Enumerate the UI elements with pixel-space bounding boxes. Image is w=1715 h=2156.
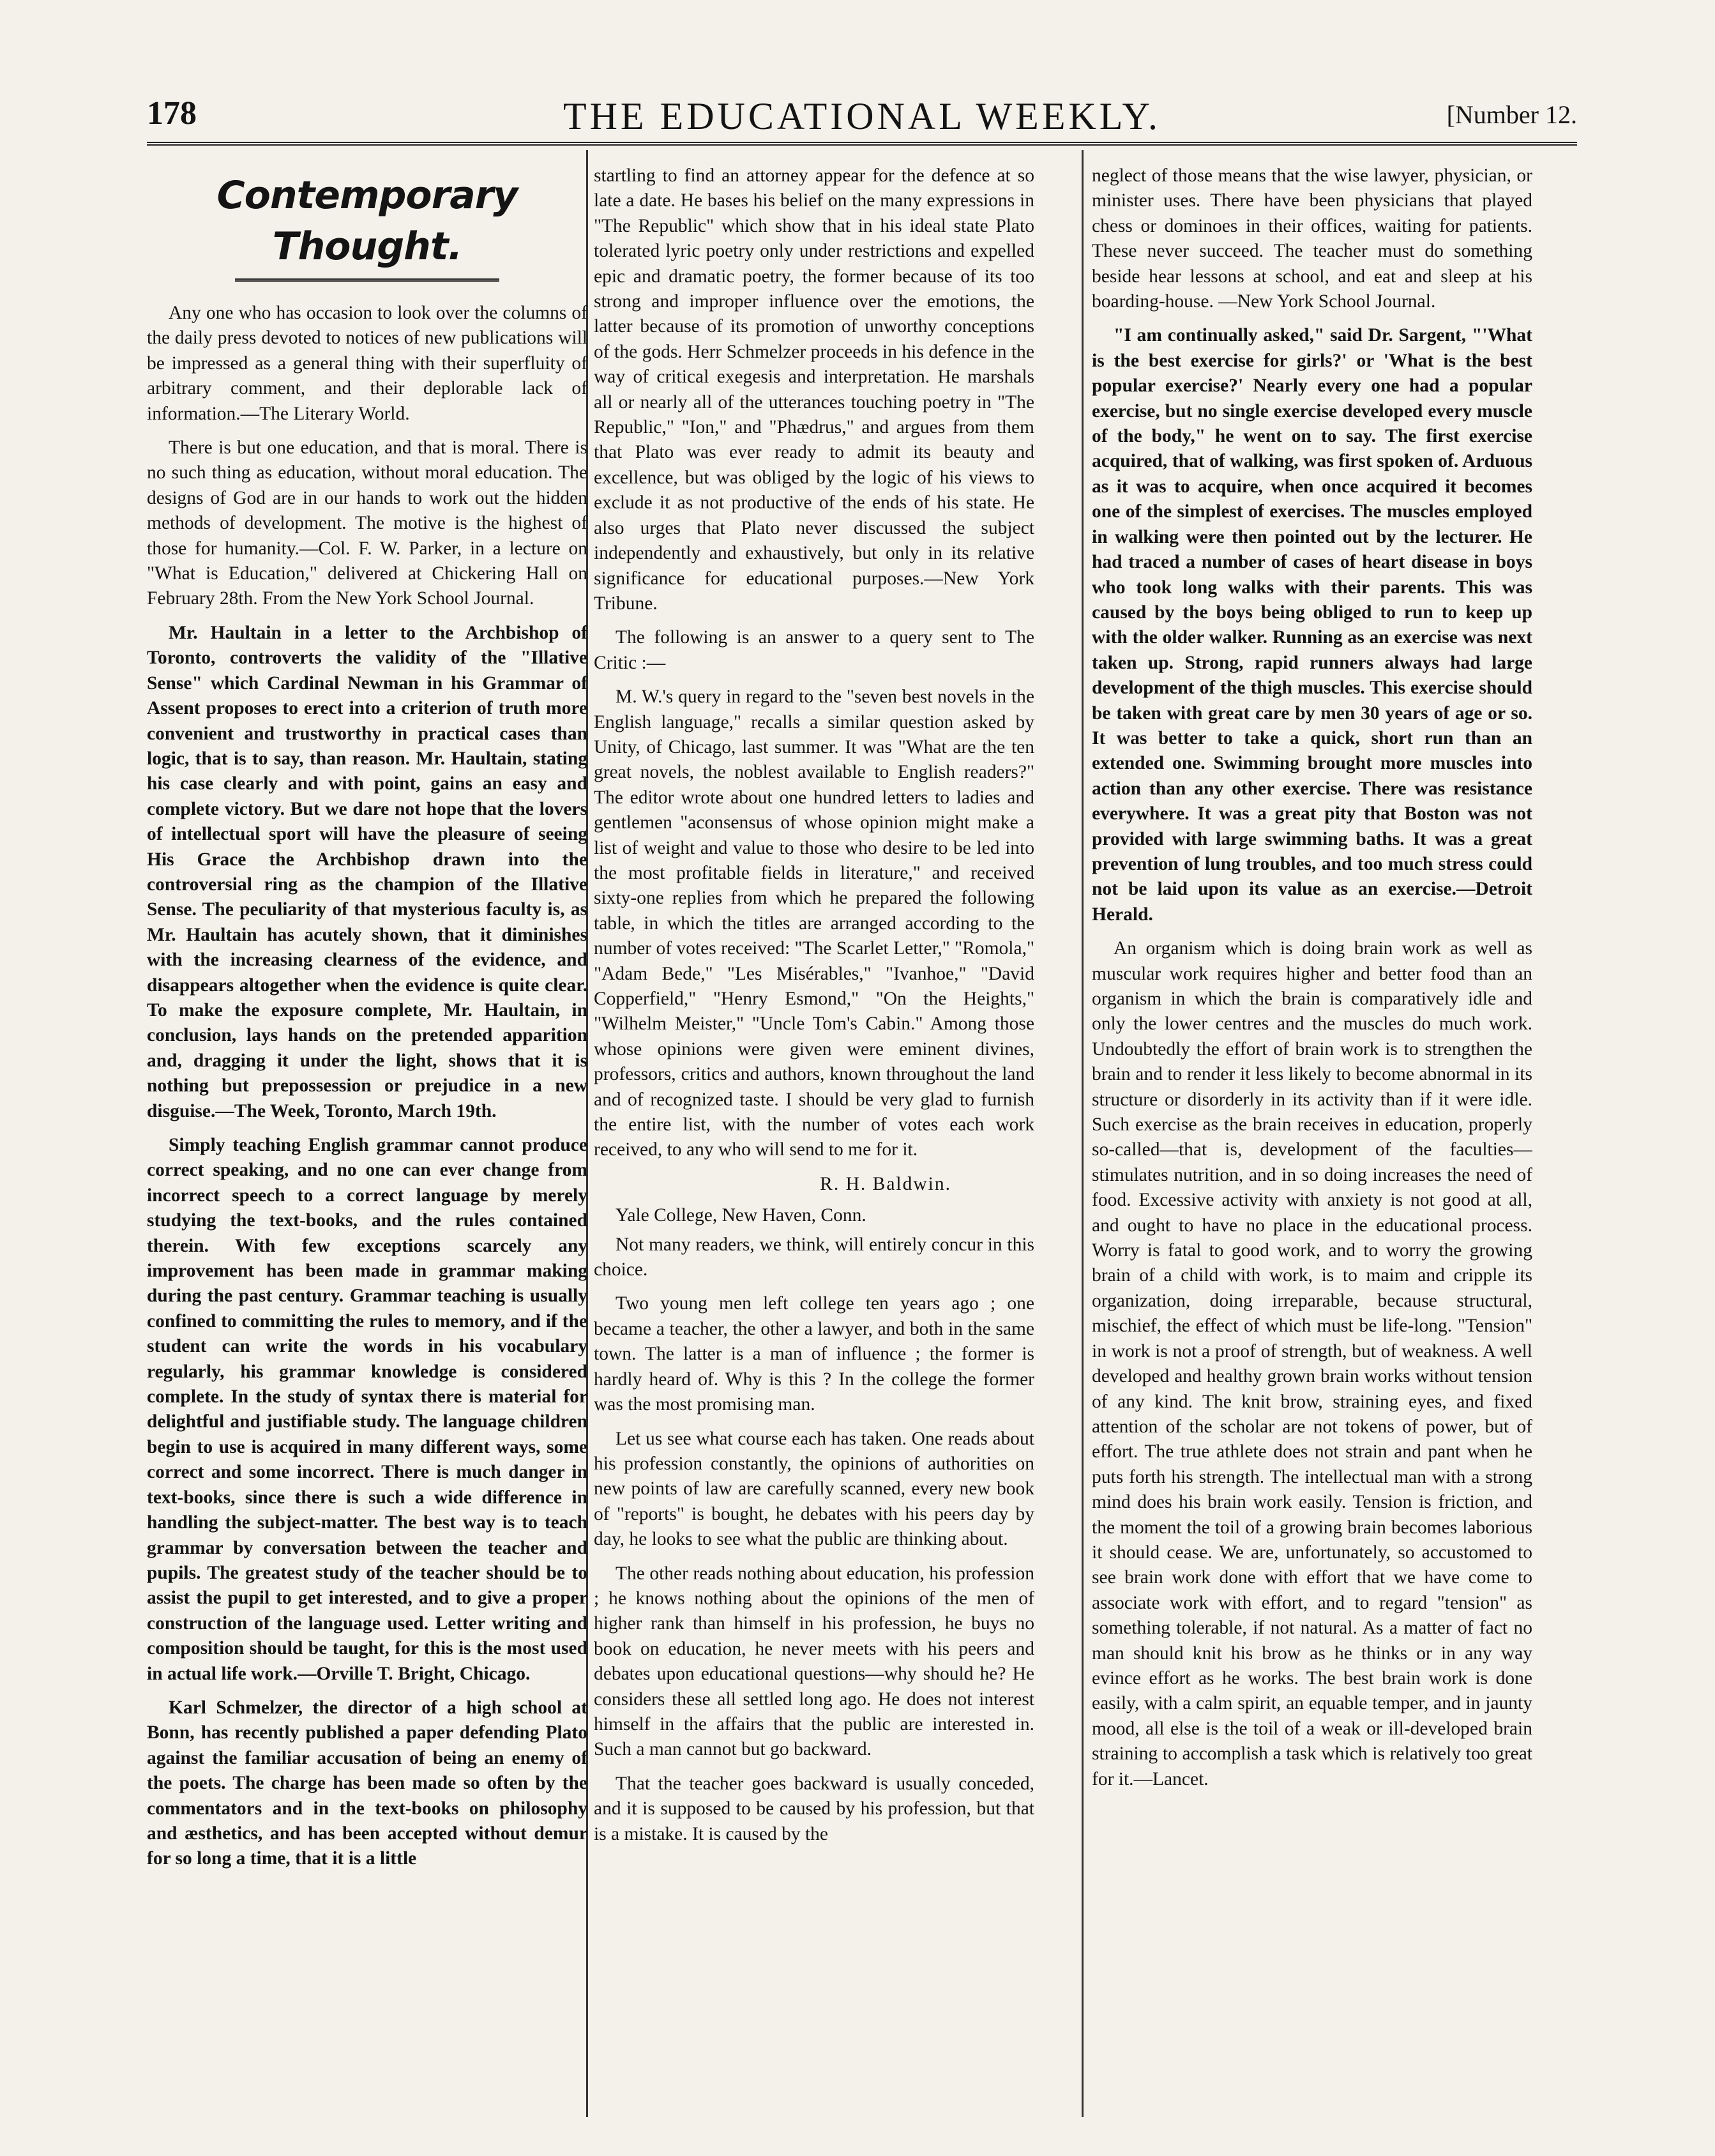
article-backward: That the teacher goes backward is usually conceded, and it is supposed to be caused by his profession, but that is a mistake. It is caused by the [594, 1773, 1034, 1844]
editor-comment: Not many readers, we think, will entirely concur in this choice. [594, 1234, 1034, 1280]
column-divider [1082, 150, 1084, 2117]
page-number: 178 [147, 95, 197, 132]
article-parker: There is but one education, and that is moral. There is no such thing as education, without moral education. The designs of God are in our hands to work out the hidden methods of development. The motive is the highest of those for humanity.—Col. F. W. Parker, in a lecture on "What is Education," delivered at Chickering Hall on February 28th. From the New York School Journal. [147, 437, 587, 609]
article-haultain: Mr. Haultain in a letter to the Archbishop of Toronto, controverts the validity of the "Illative Sense" which Cardinal Newman in his Grammar of Assent proposes to erect into a criterion of truth more convenient and trustworthy in practical cases than logic, that is to say, than reason. Mr. Haultain, stating his case clearly and with point, gains an easy and complete victory. But we dare not hope that the lovers of intellectual sport will have the pleasure of seeing His Grace the Archbishop drawn into the controversial ring as the champion of the Illative Sense. The peculiarity of that mysterious faculty is, as Mr. Haultain has acutely shown, that it diminishes with the increasing clearness of the evidence, and disappears altogether when the evidence is quite clear. To make the exposure complete, Mr. Haultain, in conclusion, lays hands on the pretended apparition and, dragging it under the light, shows that it is nothing but prepossession or prejudice in a new disguise.—The Week, Toronto, March 19th. [147, 622, 587, 1121]
article-grammar: Simply teaching English grammar cannot produce correct speaking, and no one can ever change from incorrect speech to a correct language by merely studying the text-books, and the rules contained therein. With few exceptions scarcely any improvement has been made in grammar making during the past century. Grammar teaching is usually confined to committing the rules to memory, and if the student can write the words in his vocabulary regularly, his grammar knowledge is considered complete. In the study of syntax there is material for delightful and justifiable study. The language children begin to use is acquired in many different ways, some correct and some incorrect. There is much danger in text-books, since there is such a wide difference in handling the subject-matter. The best way is to teach grammar by conversation between the teacher and pupils. The greatest study of the teacher should be to assist the pupil to get interested, and to give a proper construction of the language used. Letter writing and composition should be taught, for this is the most used in actual life work.—Orville T. Bright, Chicago. [147, 1135, 587, 1684]
article-literary-world: Any one who has occasion to look over the columns of the daily press devoted to notices of new publications will be impressed as a general thing with their superfluity of arbitrary comment, and their deplorable lack of information.—The Literary World. [147, 303, 587, 424]
critic-intro: The following is an answer to a query sent to The Critic :— [594, 627, 1034, 673]
article-novels: M. W.'s query in regard to the "seven best novels in the English language," recalls a similar question asked by Unity, of Chicago, last summer. It was "What are the ten great novels, the noblest available to English readers?" The editor wrote about one hundred letters to ladies and gentlemen "aconsensus of whose opinion might make a list of weight and value to those who desire to be led into the most profitable fields in literature," and received sixty-one replies from which he prepared the following table, in which the titles are arranged according to the number of votes received: "The Scarlet Letter," "Romola," "Adam Bede," "Les Misérables," "Ivanhoe," "David Copperfield," "Henry Esmond," "On the Heights," "Wilhelm Meister," "Uncle Tom's Cabin." Among those whose opinions were given were eminent divines, professors, critics and authors, known throughout the land and of recognized taste. I should be very glad to furnish the entire list, with the number of votes each work received, to any who will send to me for it. [594, 687, 1034, 1160]
article-sargent: "I am continually asked," said Dr. Sargent, "'What is the best exercise for girls?' or 'What is the best popular exercise?' Nearly every one had a popular exercise, but no single exercise developed every muscle of the body," he went on to say. The first exercise acquired, that of walking, was first spoken of. Arduous as it was to acquire, when once acquired it becomes one of the simplest of exercises. The muscles employed in walking were then pointed out by the lecturer. He had traced a number of cases of heart disease in boys who took long walks with their parents. This was caused by the boys being obliged to run to keep up with the older walker. Running as an exercise was next taken up. Strong, rapid runners always had large development of the thigh muscles. This exercise should be taken with great care by men 30 years of age or so. It was better to take a quick, short run than an extended one. Swimming brought more muscles into action than any other exercise. There was resistance everywhere. It was a great pity that Boston was not provided with large swimming baths. It was a great prevention of lung troubles, and too much stress could not be laid upon its value as an exercise.—Detroit Herald. [1092, 325, 1532, 925]
signature: R. H. Baldwin. [820, 1173, 951, 1194]
header-rule [147, 142, 1577, 146]
issue-number: [Number 12. [1446, 100, 1577, 129]
article-course: Let us see what course each has taken. One reads about his profession constantly, the opinions of authorities on new points of law are carefully scanned, every new book of "reports" is bought, he debates with his peers day by day, he looks to see what the public are thinking about. [594, 1428, 1034, 1550]
address: Yale College, New Haven, Conn. [616, 1205, 866, 1226]
article-backward-cont: neglect of those means that the wise lawyer, physician, or minister uses. There have been physicians that played chess or dominoes in their offices, waiting for patients. These never succeed. The teacher must do something beside hear lessons at school, and eat and sleep at his boarding-house. —New York School Journal. [1092, 165, 1532, 312]
column-3 [1092, 163, 1532, 2105]
title-rule [235, 278, 499, 282]
section-title: Contemporary Thought. [216, 173, 518, 269]
article-brain-work: An organism which is doing brain work as well as muscular work requires higher and better food than an organism in which the brain is comparatively idle and only the lower centres and the muscles do much work. Undoubtedly the effort of brain work is to strengthen the brain and to render it less likely to become abnormal in its structure or disorderly in its activity than if it were idle. Such exercise as the brain receives in education, properly so-called—that is, development of the faculties—stimulates nutrition, and in so doing increases the need of food. Excessive activity with anxiety is not good at all, and ought to have no place in the educational process. Worry is fatal to good work, and to worry the growing brain of a child with work, is to maim and cripple its organization, doing irreparable, because structural, mischief, the effect of which must be life-long. "Tension" in work is not a proof of strength, but of weakness. A well developed and healthy grown brain works without tension of any kind. The knit brow, straining eyes, and fixed attention of the scholar are not tokens of power, but of effort. The true athlete does not strain and pant when he puts forth his strength. The intellectual man with a strong mind does his brain work easily. Tension is friction, and the moment the toil of a growing brain becomes laborious it should cease. We are, unfortunately, so accustomed to see brain work done with effort that we have come to associate work with effort, and to regard "tension" as something tolerable, if not natural. As a matter of fact no man should knit his brow as he thinks or in any way evince effort as he works. The best brain work is done easily, with a calm spirit, an equable temper, and in jaunty mood, all else is the toil of a weak or ill-developed brain straining to accomplish a task which is relatively too great for it.—Lancet. [1092, 938, 1532, 1789]
column-2 [594, 163, 1034, 2105]
article-schmelzer-cont: startling to find an attorney appear for the defence at so late a date. He bases his belief on the many expressions in "The Republic" which show that in his ideal state Plato tolerated lyric poetry only under restrictions and expelled epic and dramatic poetry, the former because of its too strong and improper influence over the emotions, the latter because of its promotion of unworthy conceptions of the gods. Herr Schmelzer proceeds in his defence in the way of critical exegesis and interpretation. He marshals all or nearly all of the utterances touching poetry in "The Republic," "Ion," and "Phædrus," and argues from them that Plato was ever ready to admit its beauty and excellence, but was obliged by the logic of his views to exclude it as not productive of the ends of his state. He also urges that Plato never discussed the subject independently and exhaustively, but only in its relative significance for educational purposes.—New York Tribune. [594, 165, 1034, 614]
article-other-reads: The other reads nothing about education, his profession ; he knows nothing about the opinions of the men of higher rank than himself in his profession, he buys no book on education, he never meets with his peers and debates upon educational questions—why should he? He considers these all settled long ago. He does not interest himself in the affairs that the public are interested in. Such a man cannot but go backward. [594, 1563, 1034, 1760]
page-header [147, 95, 1577, 137]
column-1 [147, 163, 587, 2105]
article-two-young-men: Two young men left college ten years ago ; one became a teacher, the other a lawyer, and both in the same town. The latter is a man of influence ; the former is hardly heard of. Why is this ? In the college the former was the most promising man. [594, 1293, 1034, 1415]
journal-title: THE EDUCATIONAL WEEKLY. [563, 95, 1161, 137]
article-schmelzer: Karl Schmelzer, the director of a high school at Bonn, has recently published a paper defending Plato against the familiar accusation of being an enemy of the poets. The charge has been made so often by the commentators and in the text-books on philosophy and æsthetics, and has been accepted without demur for so long a time, that it is a little [147, 1697, 587, 1869]
